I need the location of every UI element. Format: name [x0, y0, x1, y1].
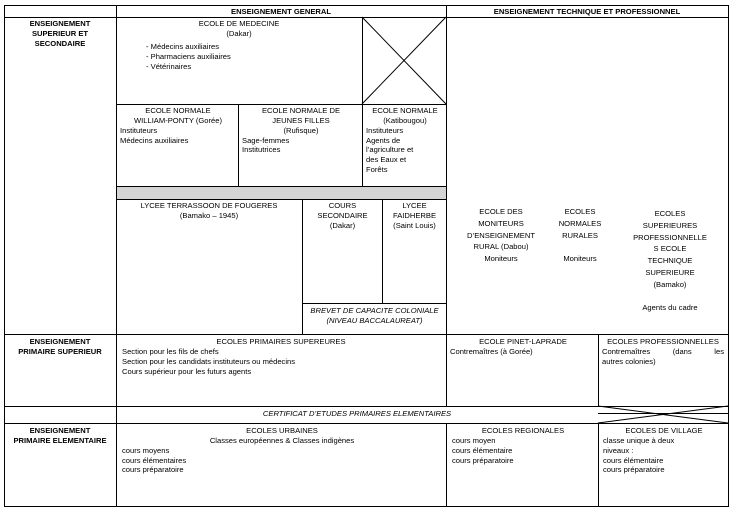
- level-superieur: ENSEIGNEMENT SUPERIEUR ET SECONDAIRE: [29, 19, 91, 48]
- brevet-capacite: BREVET DE CAPACITE COLONIALE (NIVEAU BACCALAUREAT): [310, 306, 439, 325]
- medecine-title: ECOLE DE MEDECINE (Dakar): [198, 19, 280, 38]
- header-general: ENSEIGNEMENT GENERAL: [231, 7, 331, 16]
- lycee-terrasson: LYCEE TERRASSOON DE FOUGERES (Bamako – 1945): [140, 201, 278, 220]
- normale-katibougou: ECOLE NORMALE (Katibougou) Instituteurs Agents de l’agriculture et des Eaux et Forêts: [366, 106, 438, 175]
- ecoles-superieures-professionnelles: ECOLES SUPERIEURES PROFESSIONNELLE S ECOLE TECHNIQUE SUPERIEURE (Bamako) Agents du cadre: [633, 209, 707, 313]
- certificat-row: CERTIFICAT D’ETUDES PRIMAIRES ELEMENTAIRES: [262, 409, 452, 418]
- ecoles-urbaines: ECOLES URBAINES Classes européennes & Classes indigènes cours moyens cours élémentaires cours préparatoire: [122, 426, 355, 475]
- empty-cell-cross-small: [598, 406, 728, 423]
- level-primaire-superieur: ENSEIGNEMENT PRIMAIRE SUPERIEUR: [18, 337, 102, 356]
- ecole-moniteurs-dabou: ECOLE DES MONITEURS D’ENSEIGNEMENT RURAL (Dabou) Moniteurs: [467, 207, 535, 264]
- normale-jeunes-filles: ECOLE NORMALE DE JEUNES FILLES (Rufisque) Sage-femmes Institutrices: [242, 106, 341, 155]
- gray-separator-band: [117, 187, 446, 199]
- primaires-sup-title: ECOLES PRIMAIRES SUPEREURES: [216, 337, 346, 346]
- cours-secondaire: COURS SECONDAIRE (Dakar): [317, 201, 368, 230]
- ecole-pinet-laprade: ECOLE PINET-LAPRADE Contremaîtres (à Gorée): [450, 337, 567, 356]
- empty-cell-cross: [362, 17, 446, 104]
- header-technique: ENSEIGNEMENT TECHNIQUE ET PROFESSIONNEL: [493, 7, 681, 16]
- medecine-list: - Médecins auxiliaires - Pharmaciens auxiliaires - Vétérinaires: [146, 42, 231, 71]
- level-primaire-elementaire: ENSEIGNEMENT PRIMAIRE ELEMENTAIRE: [13, 426, 107, 445]
- ecoles-de-village: ECOLES DE VILLAGE classe unique à deux niveaux : cours élémentaire cours préparatoire: [603, 426, 703, 475]
- lycee-faidherbe: LYCEE FAIDHERBE (Saint Louis): [392, 201, 437, 230]
- ecoles-regionales: ECOLES REGIONALES cours moyen cours élémentaire cours préparatoire: [452, 426, 565, 465]
- primaires-sup-list: Section pour les fils de chefs Section pour les candidats instituteurs ou médecins Cours supérieur pour les futurs agents: [122, 347, 296, 376]
- ecoles-normales-rurales: ECOLES NORMALES RURALES Moniteurs: [558, 207, 602, 264]
- normale-ponty: ECOLE NORMALE WILLIAM-PONTY (Gorée) Instituteurs Médecins auxiliaires: [120, 106, 223, 145]
- ecoles-professionnelles: ECOLES PROFESSIONNELLES Contremaîtres (dans les autres colonies): [602, 337, 724, 366]
